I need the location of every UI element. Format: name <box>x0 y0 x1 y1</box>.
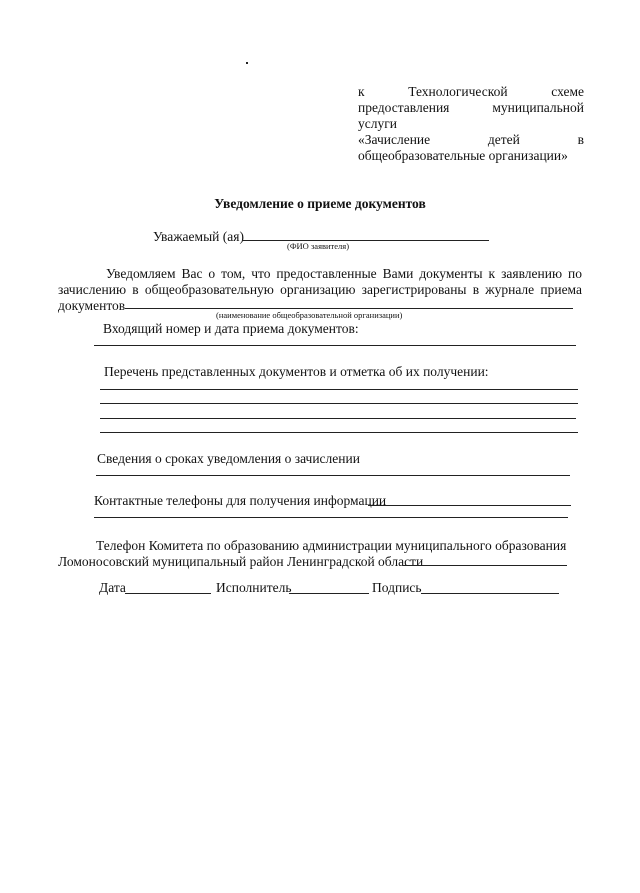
committee-line-1: Телефон Комитета по образованию администрации муниципального образования <box>96 538 567 553</box>
contacts-line-2 <box>94 517 568 518</box>
scan-speck <box>246 62 248 64</box>
header-line-2: предоставления муниципальной услуги <box>358 100 584 131</box>
incoming-label: Входящий номер и дата приема документов: <box>103 321 359 336</box>
fio-sub-label: (ФИО заявителя) <box>287 241 350 251</box>
incoming-line <box>94 345 576 346</box>
documents-line-4 <box>100 432 578 433</box>
committee-phone-line <box>403 565 567 566</box>
header-line-3: «Зачисление детей в <box>358 132 584 147</box>
header-line-4: общеобразовательные организации» <box>358 148 568 163</box>
enrollment-info-line <box>96 475 570 476</box>
greeting-label: Уважаемый (ая) <box>153 229 244 244</box>
header-block <box>358 84 584 164</box>
date-label: Дата <box>99 580 126 595</box>
organization-line <box>125 308 573 309</box>
documents-line-3 <box>100 418 576 419</box>
contacts-label: Контактные телефоны для получения информации <box>94 493 387 508</box>
documents-list-label: Перечень представленных документов и отметка об их получении: <box>104 364 489 379</box>
executor-label: Исполнитель <box>216 580 292 595</box>
organization-sub-label: (наименование общеобразовательной организации) <box>216 310 403 320</box>
documents-line-1 <box>100 389 578 390</box>
sign-line <box>421 593 559 594</box>
document-title: Уведомление о приеме документов <box>214 196 426 211</box>
executor-line <box>289 593 369 594</box>
header-line-1: к Технологической схеме <box>358 84 585 99</box>
notice-paragraph <box>58 266 582 314</box>
fio-line <box>243 240 489 241</box>
notice-line-3: документов <box>58 298 126 313</box>
enrollment-info-label: Сведения о сроках уведомления о зачислении <box>97 451 360 466</box>
contacts-line-1 <box>368 505 571 506</box>
documents-line-2 <box>100 403 578 404</box>
sign-label: Подпись <box>372 580 422 595</box>
date-line <box>125 593 211 594</box>
committee-line-2: Ломоносовский муниципальный район Ленинградской области <box>58 554 424 569</box>
notice-line-2: зачислению в общеобразовательную организацию зарегистрированы в журнале приема <box>58 282 582 297</box>
notice-line-1: Уведомляем Вас о том, что предоставленные Вами документы к заявлению по <box>106 266 582 281</box>
